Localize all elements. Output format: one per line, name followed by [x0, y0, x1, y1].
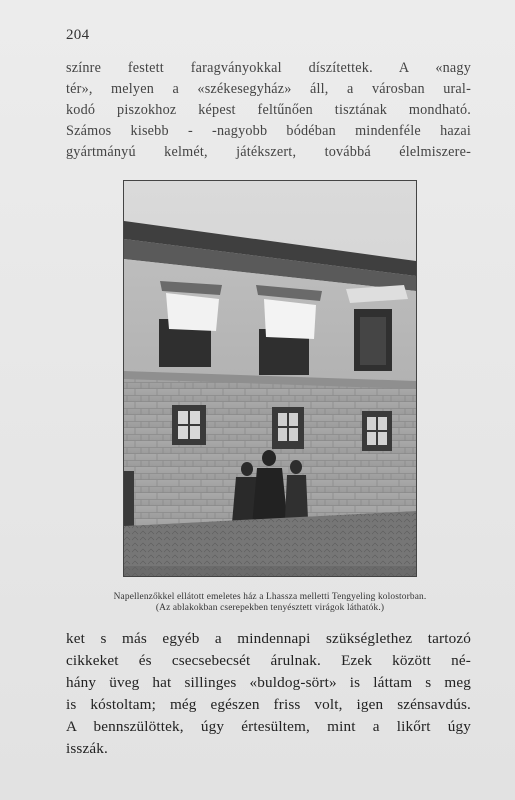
caption-line: Napellenzőkkel ellátott emeletes ház a Lhassza melletti Tengyeling kolostorban. — [113, 592, 427, 602]
photograph-image — [124, 181, 416, 576]
caption-line: (Az ablakokban cserepekben tenyésztett virágok láthatók.) — [155, 603, 385, 613]
text-line: hány üveg hat sillinges «buldog-sört» is láttam s meg — [66, 674, 471, 691]
text-line: gyártmányú kelmét, játékszert, továbbá élelmiszere- — [66, 144, 471, 160]
photo-caption — [60, 592, 480, 614]
photograph — [123, 180, 417, 577]
text-line: isszák. — [66, 740, 108, 757]
text-line: kodó piszokhoz képest feltűnően tisztának mondható. — [66, 102, 471, 118]
top-paragraph — [66, 58, 471, 163]
text-line: tér», melyen a «székesegyház» áll, a városban ural- — [66, 81, 471, 97]
text-line: A bennszülöttek, úgy értesültem, mint a likőrt úgy — [66, 718, 471, 735]
text-line: Számos kisebb - -nagyobb bódéban mindenféle hazai — [66, 123, 471, 139]
text-line: ket s más egyéb a mindennapi szükséglethez tartozó — [66, 630, 471, 647]
text-line: is kóstoltam; még egészen friss volt, igen szénsavdús. — [66, 696, 471, 713]
bottom-paragraph — [66, 628, 471, 760]
text-line: cikkeket és csecsebecsét árulnak. Ezek között né- — [66, 652, 471, 669]
page-number: 204 — [66, 27, 90, 43]
text-line: színre festett faragványokkal díszítettek. A «nagy — [66, 60, 471, 76]
